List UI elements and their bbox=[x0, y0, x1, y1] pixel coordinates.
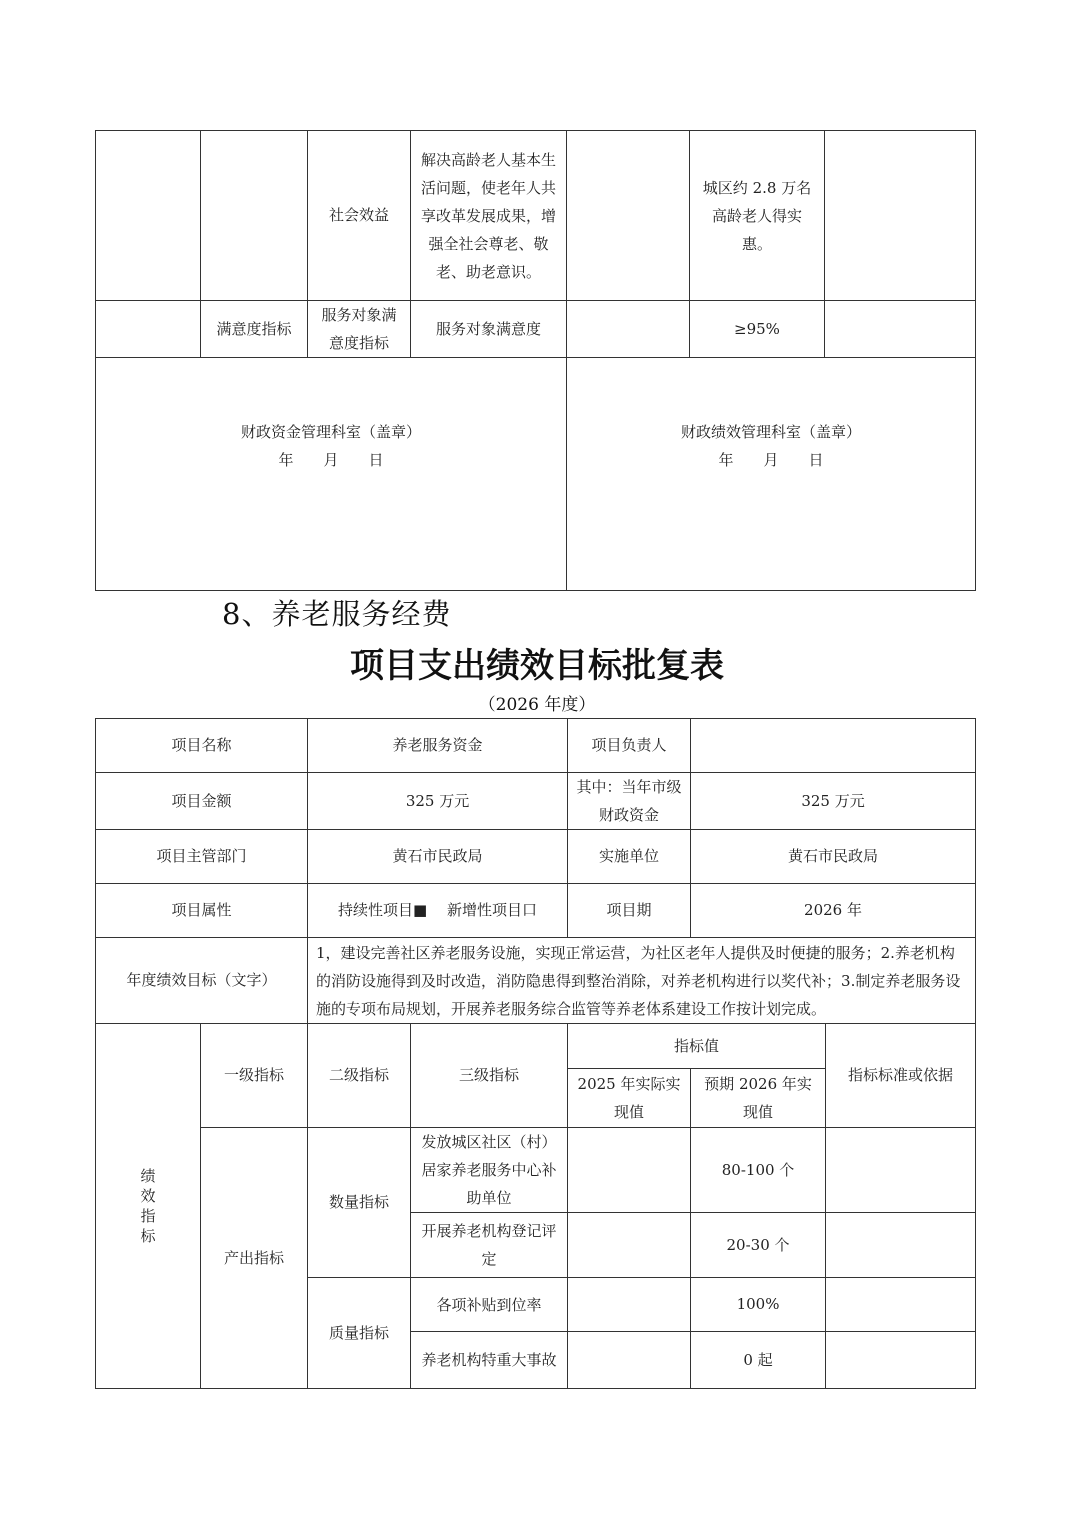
amount-value: 325 万元 bbox=[308, 773, 568, 830]
header-expected-2026: 预期 2026 年实现值 bbox=[691, 1069, 826, 1128]
indicator-row-basis bbox=[826, 1128, 976, 1213]
empty-cell bbox=[96, 301, 201, 358]
header-level1: 一级指标 bbox=[201, 1024, 308, 1128]
signature-left-date: 年 月 日 bbox=[278, 451, 384, 469]
indicator-row-level3: 各项补贴到位率 bbox=[411, 1278, 568, 1332]
indicator-row-expected: 20-30 个 bbox=[691, 1213, 826, 1278]
indicator-row-basis bbox=[826, 1332, 976, 1389]
project-name-value: 养老服务资金 bbox=[308, 719, 568, 773]
output-indicator-label: 产出指标 bbox=[201, 1128, 308, 1389]
signature-right-date: 年 月 日 bbox=[718, 451, 824, 469]
indicator-row-expected: 100% bbox=[691, 1278, 826, 1332]
signature-left-label: 财政资金管理科室（盖章） bbox=[240, 423, 421, 441]
impl-value: 黄石市民政局 bbox=[691, 830, 976, 884]
amount-label: 项目金额 bbox=[96, 773, 308, 830]
period-value: 2026 年 bbox=[691, 884, 976, 938]
empty-cell bbox=[567, 131, 690, 301]
empty-cell bbox=[201, 131, 308, 301]
period-label: 项目期 bbox=[568, 884, 691, 938]
indicator-row-actual bbox=[568, 1332, 691, 1389]
form-year: （2026 年度） bbox=[478, 695, 596, 715]
section-heading: 8、养老服务经费 bbox=[222, 597, 452, 631]
header-actual-2025: 2025 年实际实现值 bbox=[568, 1069, 691, 1128]
empty-cell bbox=[567, 301, 690, 358]
project-name-label: 项目名称 bbox=[96, 719, 308, 773]
attr-value: 持续性项目■ 新增性项目口 bbox=[308, 884, 568, 938]
header-level3: 三级指标 bbox=[411, 1024, 568, 1128]
goal-label: 年度绩效目标（文字） bbox=[96, 938, 308, 1024]
previous-indicator-table bbox=[95, 130, 976, 591]
owner-value bbox=[691, 719, 976, 773]
impl-label: 实施单位 bbox=[568, 830, 691, 884]
indicator-side-label bbox=[96, 1024, 201, 1389]
form-title: 项目支出绩效目标批复表 bbox=[350, 646, 724, 686]
goal-text: 1，建设完善社区养老服务设施，实现正常运营，为社区老年人提供及时便捷的服务；2.养老机构的消防设施得到及时改造，消防隐患得到整治消除，对养老机构进行以奖代补；3.制定养老服务设施的专项布局规划，开展养老服务综合监管等养老体系建设工作按计划完成。 bbox=[308, 938, 976, 1024]
side-label-text: 绩效指标 bbox=[140, 1167, 156, 1245]
signature-right-label: 财政绩效管理科室（盖章） bbox=[680, 423, 861, 441]
empty-cell bbox=[825, 301, 976, 358]
indicator-row-level3: 养老机构特重大事故 bbox=[411, 1332, 568, 1389]
signature-block-right bbox=[567, 358, 976, 591]
satisfaction-expected: ≥95% bbox=[690, 301, 825, 358]
indicator-row-level3: 发放城区社区（村）居家养老服务中心补助单位 bbox=[411, 1128, 568, 1213]
indicator-row-level3: 开展养老机构登记评定 bbox=[411, 1213, 568, 1278]
indicator-row-actual bbox=[568, 1278, 691, 1332]
empty-cell bbox=[825, 131, 976, 301]
dept-value: 黄石市民政局 bbox=[308, 830, 568, 884]
city-fund-value: 325 万元 bbox=[691, 773, 976, 830]
satisfaction-level2: 服务对象满意度指标 bbox=[308, 301, 411, 358]
owner-label: 项目负责人 bbox=[568, 719, 691, 773]
quantity-indicator-label: 数量指标 bbox=[308, 1128, 411, 1278]
social-benefit-label: 社会效益 bbox=[308, 131, 411, 301]
indicator-row-basis bbox=[826, 1213, 976, 1278]
city-fund-label: 其中：当年市级财政资金 bbox=[568, 773, 691, 830]
header-basis: 指标标准或依据 bbox=[826, 1024, 976, 1128]
social-benefit-description: 解决高龄老人基本生活问题，使老年人共享改革发展成果，增强全社会尊老、敬老、助老意识。 bbox=[411, 131, 567, 301]
header-value: 指标值 bbox=[568, 1024, 826, 1069]
indicator-row-actual bbox=[568, 1128, 691, 1213]
indicator-row-basis bbox=[826, 1278, 976, 1332]
signature-block-left bbox=[96, 358, 567, 591]
quality-indicator-label: 质量指标 bbox=[308, 1278, 411, 1389]
empty-cell bbox=[96, 131, 201, 301]
satisfaction-level3: 服务对象满意度 bbox=[411, 301, 567, 358]
header-level2: 二级指标 bbox=[308, 1024, 411, 1128]
dept-label: 项目主管部门 bbox=[96, 830, 308, 884]
indicator-row-expected: 80-100 个 bbox=[691, 1128, 826, 1213]
indicator-row-actual bbox=[568, 1213, 691, 1278]
approval-form-table bbox=[95, 718, 976, 1389]
satisfaction-level1: 满意度指标 bbox=[201, 301, 308, 358]
social-benefit-expected: 城区约 2.8 万名高龄老人得实惠。 bbox=[690, 131, 825, 301]
indicator-row-expected: 0 起 bbox=[691, 1332, 826, 1389]
attr-label: 项目属性 bbox=[96, 884, 308, 938]
